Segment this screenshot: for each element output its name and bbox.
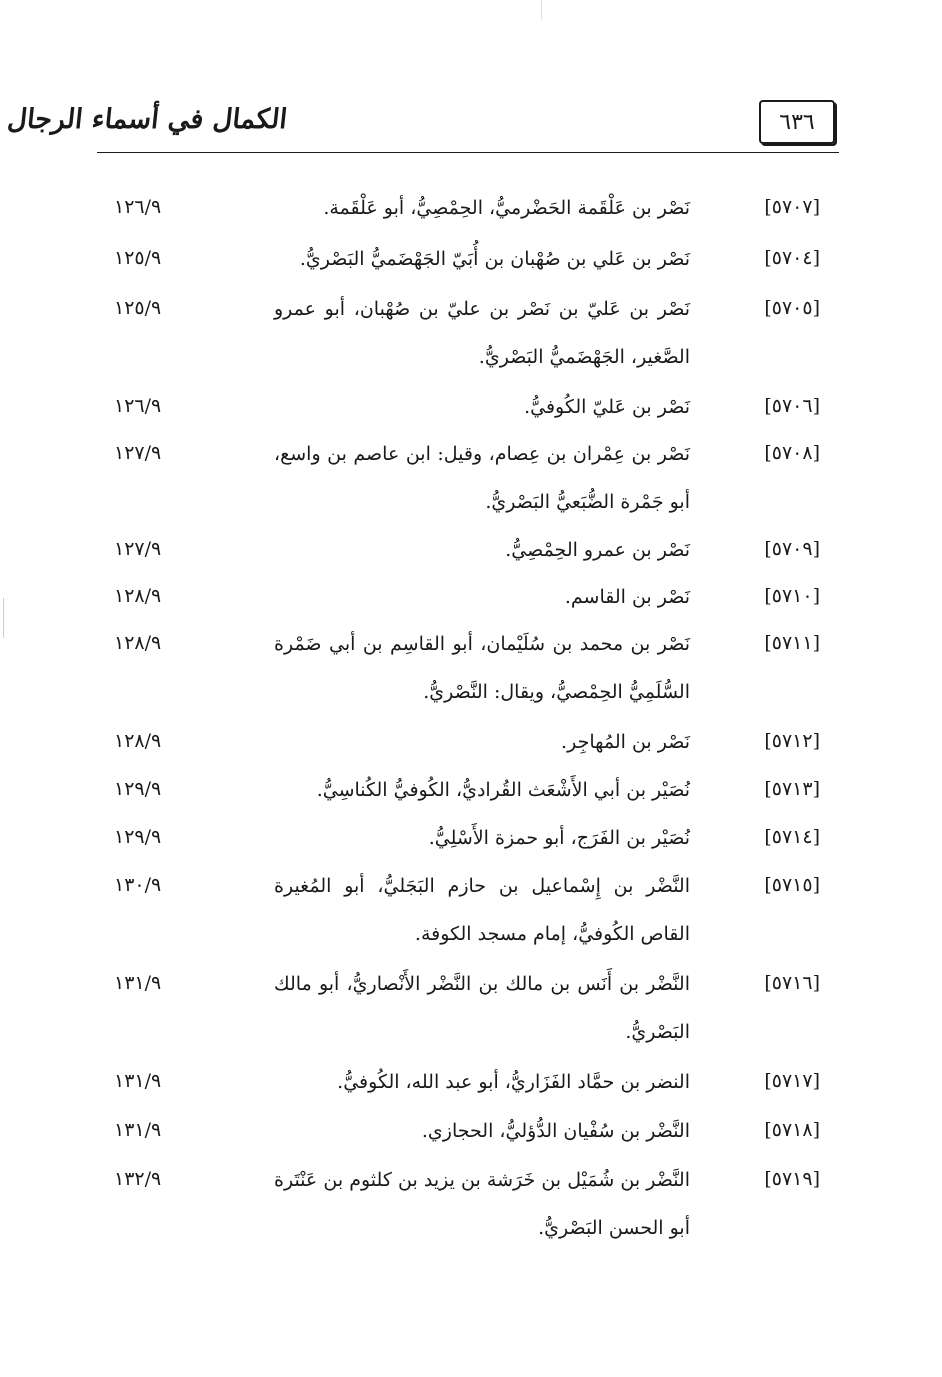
entry-ref: ١٣١/٩ <box>114 1119 162 1141</box>
entry-ref: ١٣٠/٩ <box>114 874 162 896</box>
entry-ref: ١٢٩/٩ <box>114 778 162 800</box>
entry-text: نَصْر بن المُهاجِر. <box>561 731 690 753</box>
entry-id: [٥٧٠٦] <box>764 395 820 417</box>
page-number: ٦٣٦ <box>759 100 835 144</box>
entry-ref: ١٣١/٩ <box>114 972 162 994</box>
entry-ref: ١٢٨/٩ <box>114 730 162 752</box>
entry-text: النَّضْر بن أَنَس بن مالك بن النَّضْر الأَنْصاريُّ، أبو مالك البَصْريُّ. <box>274 973 690 1043</box>
entry-text: نَصْر بن عَلي بن صُهْبان بن أُبَيّ الجَهْضَميُّ البَصْريُّ. <box>299 248 690 270</box>
entry-text: نَصْر بن عَليّ الكُوفيُّ. <box>524 396 690 418</box>
entry-ref: ١٢٦/٩ <box>114 395 162 417</box>
entry-id: [٥٧٠٨] <box>764 442 820 464</box>
entry-id: [٥٧٠٧] <box>764 196 820 218</box>
entry-ref: ١٣٢/٩ <box>114 1168 162 1190</box>
book-title: الكمال في أسماء الرجال <box>5 104 289 135</box>
entry-id: [٥٧١١] <box>764 632 820 654</box>
page-header <box>5 92 839 154</box>
entry-ref: ١٢٥/٩ <box>114 297 162 319</box>
margin-mark <box>3 598 5 638</box>
entry-id: [٥٧١٢] <box>764 730 820 752</box>
entry-ref: ١٢٦/٩ <box>114 196 162 218</box>
entry-id: [٥٧٠٤] <box>764 247 820 269</box>
entry-text: نَصْر بن عِمْران بن عِصام، وقيل: ابن عاصم بن واسع، أبو جَمْرة الضُّبَعيُّ البَصْريُّ. <box>274 443 690 513</box>
entry-id: [٥٧١٨] <box>764 1119 820 1141</box>
entry-id: [٥٧١٣] <box>764 778 820 800</box>
entry-ref: ١٢٧/٩ <box>114 538 162 560</box>
entry-text: نَصْر بن محمد بن سُلَيْمان، أبو القاسِم بن أبي ضَمْرة السُّلَمِيُّ الحِمْصيُّ، ويقال: النَّصْريُّ. <box>274 633 690 703</box>
entry-ref: ١٢٩/٩ <box>114 826 162 848</box>
entry-text: نَصْر بن القاسم. <box>564 586 690 608</box>
entry-id: [٥٧١٩] <box>764 1168 820 1190</box>
entry-text: نُصَيْر بن الفَرَج، أبو حمزة الأَسْلِيُّ. <box>428 827 690 849</box>
entry-id: [٥٧١٤] <box>764 826 820 848</box>
fold-mark <box>541 0 542 20</box>
entry-text: النَّضْر بن إِسْماعيل بن حازم البَجَليُّ، أبو المُغيرة القاص الكُوفيُّ، إمام مسجد الكوفة. <box>274 875 690 945</box>
entry-text: نَصْر بن عَلْقَمة الحَضْرميُّ، الحِمْصِيُّ، أبو عَلْقَمة. <box>323 197 690 219</box>
entry-text: النضر بن حمَّاد الفَزَاريُّ، أبو عبد الله، الكُوفيُّ. <box>337 1071 690 1093</box>
entry-ref: ١٢٨/٩ <box>114 632 162 654</box>
entry-ref: ١٢٧/٩ <box>114 442 162 464</box>
entry-text: نَصْر بن عمرو الحِمْصِيُّ. <box>505 539 690 561</box>
entry-ref: ١٢٨/٩ <box>114 585 162 607</box>
entry-id: [٥٧١٧] <box>764 1070 820 1092</box>
entry-text: نَصْر بن عَليّ بن نَصْر بن عليّ بن صُهْبان، أبو عمرو الصَّغير، الجَهْضَميُّ البَصْريُّ. <box>274 298 690 368</box>
entry-id: [٥٧٠٥] <box>764 297 820 319</box>
entry-text: النَّضْر بن شُمَيْل بن خَرَشة بن يزيد بن كلثوم بن عَنْتَرة أبو الحسن البَصْريُّ. <box>274 1169 690 1239</box>
entry-text: النَّضْر بن سُفْيان الدُّؤليُّ، الحجازي. <box>421 1120 690 1142</box>
entry-id: [٥٧٠٩] <box>764 538 820 560</box>
header-rule <box>97 152 839 153</box>
entry-ref: ١٣١/٩ <box>114 1070 162 1092</box>
entry-id: [٥٧١٠] <box>764 585 820 607</box>
entry-id: [٥٧١٥] <box>764 874 820 896</box>
entry-text: نُصَيْر بن أبي الأَشْعَث القُراديُّ، الكُوفيُّ الكُناسِيُّ. <box>316 779 690 801</box>
entry-id: [٥٧١٦] <box>764 972 820 994</box>
entry-ref: ١٢٥/٩ <box>114 247 162 269</box>
